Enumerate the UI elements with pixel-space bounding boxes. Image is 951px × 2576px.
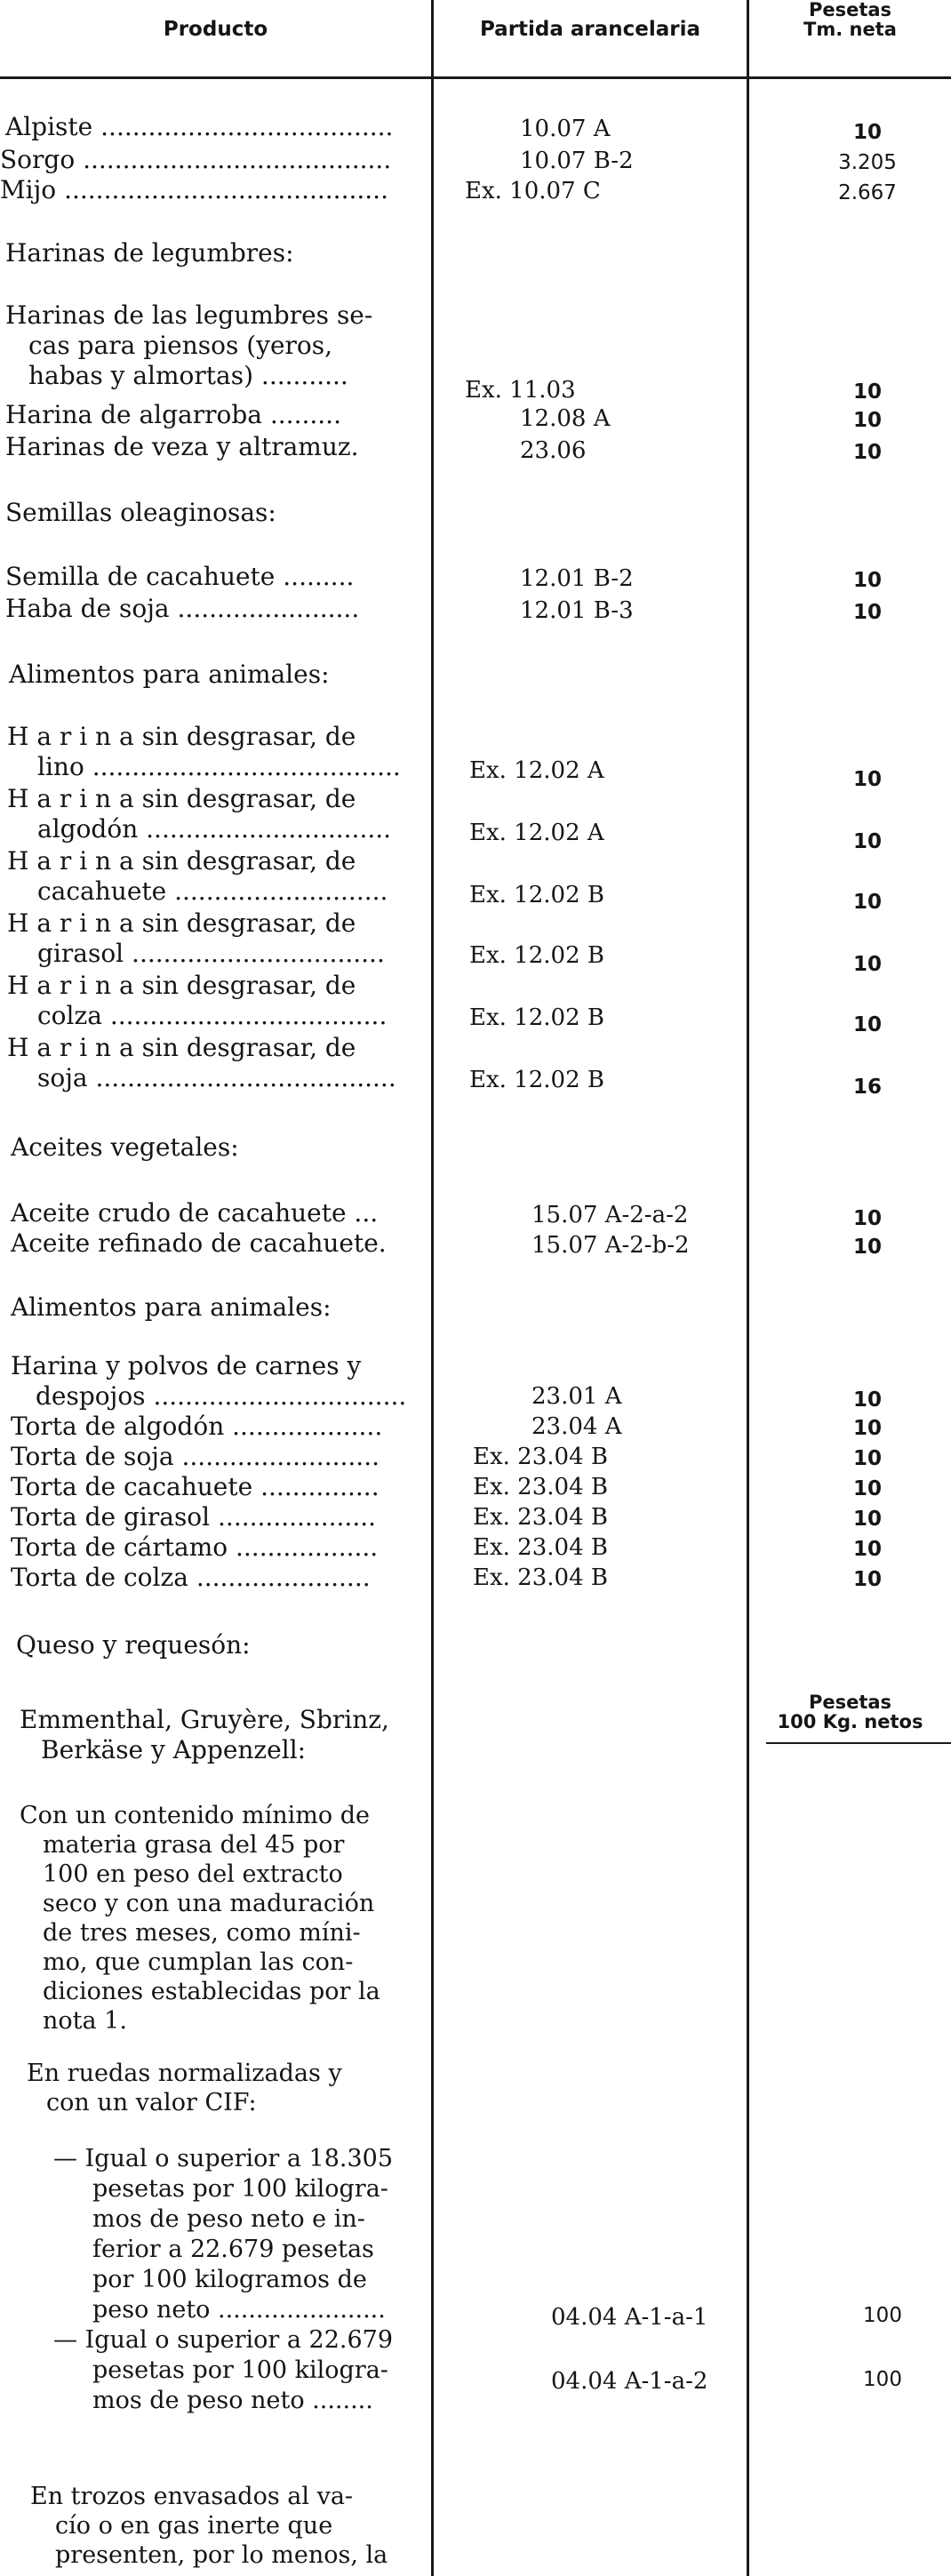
igual1-line1: — Igual o superior a 18.305 — [53, 2145, 394, 2172]
header-rule — [0, 76, 951, 79]
ruedas-paragraph — [27, 2059, 342, 2117]
row-harina-lino-partida: Ex. 12.02 A — [469, 757, 604, 784]
igual2-partida: 04.04 A-1-a-2 — [551, 2368, 708, 2395]
row-torta-cacahuete-partida: Ex. 23.04 B — [473, 1474, 608, 1500]
contenido-minimo-paragraph — [20, 1801, 380, 2036]
igual1-line3: mos de peso neto e in- — [92, 2205, 365, 2233]
row-harina-girasol-partida: Ex. 12.02 B — [469, 942, 604, 969]
header-pesetas-kg: Pesetas 100 Kg. netos — [777, 1692, 923, 1732]
row-torta-soja-value: 10 — [852, 1447, 882, 1470]
row-harina-colza-line1: H a r i n a sin desgrasar, de — [7, 971, 356, 1000]
row-torta-algodon-partida: 23.04 A — [531, 1413, 622, 1440]
row-harina-algodon-value: 10 — [852, 830, 882, 853]
row-haba-soja-product: Haba de soja ....................... — [5, 594, 360, 623]
contenido-line7: diciones establecidas por la — [43, 1978, 380, 2005]
row-harina-cacahuete-value: 10 — [852, 891, 882, 914]
row-harina-carnes-line2: despojos ................................ — [36, 1381, 407, 1411]
igual-superior-2-paragraph — [53, 2325, 393, 2416]
row-aceite-crudo-partida: 15.07 A-2-a-2 — [531, 1202, 689, 1228]
row-harina-soja-partida: Ex. 12.02 B — [469, 1067, 604, 1093]
row-harina-lino-value: 10 — [852, 768, 882, 791]
row-torta-cartamo-partida: Ex. 23.04 B — [473, 1534, 608, 1561]
row-alpiste-value: 10 — [852, 121, 882, 144]
row-haba-soja-value: 10 — [852, 601, 882, 624]
ruedas-line1: En ruedas normalizadas y — [27, 2060, 342, 2087]
row-torta-cartamo-product: Torta de cártamo .................. — [11, 1532, 379, 1562]
row-harinas-legumbres-line2: cas para piensos (yeros, — [28, 331, 333, 360]
row-harina-algodon-line2: algodón ............................... — [37, 814, 392, 844]
row-alpiste-partida: 10.07 A — [520, 116, 611, 142]
contenido-line2: materia grasa del 45 por — [43, 1831, 345, 1859]
trozos-line3: presenten, por lo menos, la — [55, 2541, 388, 2569]
row-harina-soja-line1: H a r i n a sin desgrasar, de — [7, 1033, 356, 1062]
row-haba-soja-partida: 12.01 B-3 — [520, 597, 634, 624]
row-aceite-refinado-value: 10 — [852, 1236, 882, 1259]
contenido-line5: de tres meses, como míni- — [43, 1919, 361, 1947]
contenido-line8: nota 1. — [43, 2007, 127, 2035]
header-pesetas-kg-rule — [766, 1742, 951, 1744]
row-harina-girasol-line2: girasol ................................ — [37, 939, 385, 968]
igual1-line4: ferior a 22.679 pesetas — [92, 2236, 374, 2263]
trozos-paragraph — [30, 2482, 388, 2570]
row-harina-carnes-partida: 23.01 A — [531, 1383, 622, 1410]
row-torta-cacahuete-product: Torta de cacahuete ............... — [11, 1472, 380, 1501]
row-harinas-legumbres-line1: Harinas de las legumbres se- — [5, 300, 373, 330]
header-producto: Producto — [163, 18, 268, 41]
row-mijo-value: 2.667 — [838, 181, 897, 204]
row-harina-cacahuete-line1: H a r i n a sin desgrasar, de — [7, 846, 356, 876]
row-torta-algodon-product: Torta de algodón ................... — [11, 1412, 383, 1441]
igual1-line5: por 100 kilogramos de — [92, 2266, 367, 2293]
row-harinas-legumbres-value: 10 — [852, 380, 882, 404]
row-harina-carnes-value: 10 — [852, 1388, 882, 1412]
row-aceite-crudo-value: 10 — [852, 1207, 882, 1230]
row-harina-cacahuete-partida: Ex. 12.02 B — [469, 882, 604, 908]
contenido-line3: 100 en peso del extracto — [43, 1860, 343, 1888]
igual2-line2: pesetas por 100 kilogra- — [92, 2356, 388, 2384]
igual-superior-1-paragraph — [53, 2144, 393, 2325]
row-harina-algodon-partida: Ex. 12.02 A — [469, 820, 604, 846]
column-divider-left — [431, 0, 434, 2576]
row-torta-girasol-value: 10 — [852, 1508, 882, 1531]
emmenthal-line1: Emmenthal, Gruyère, Sbrinz, — [20, 1705, 389, 1734]
igual2-line1: — Igual o superior a 22.679 — [53, 2326, 394, 2354]
row-mijo-partida: Ex. 10.07 C — [465, 178, 601, 204]
trozos-line1: En trozos envasados al va- — [30, 2483, 354, 2510]
emmenthal-line2: Berkäse y Appenzell: — [41, 1735, 307, 1764]
row-harina-girasol-value: 10 — [852, 953, 882, 976]
row-sorgo-partida: 10.07 B-2 — [520, 148, 634, 174]
row-semilla-cacahuete-value: 10 — [852, 569, 882, 592]
row-harina-algodon-line1: H a r i n a sin desgrasar, de — [7, 784, 356, 813]
contenido-line4: seco y con una maduración — [43, 1890, 375, 1917]
row-harina-soja-value: 16 — [852, 1076, 882, 1099]
row-torta-cacahuete-value: 10 — [852, 1477, 882, 1500]
row-harina-colza-partida: Ex. 12.02 B — [469, 1004, 604, 1031]
heading-alimentos-animales-2: Alimentos para animales: — [11, 1292, 332, 1322]
row-harina-soja-line2: soja ...................................... — [37, 1063, 396, 1092]
row-harina-carnes-line1: Harina y polvos de carnes y — [11, 1351, 362, 1380]
ruedas-line2: con un valor CIF: — [46, 2089, 257, 2116]
row-torta-soja-partida: Ex. 23.04 B — [473, 1444, 608, 1470]
heading-semillas-oleaginosas: Semillas oleaginosas: — [5, 498, 276, 527]
heading-harinas-legumbres: Harinas de legumbres: — [5, 238, 294, 268]
row-sorgo-product: Sorgo ....................................... — [0, 145, 392, 174]
row-harinas-legumbres-line3: habas y almortas) ........... — [28, 361, 348, 390]
trozos-line2: cío o en gas inerte que — [55, 2512, 333, 2540]
row-torta-algodon-value: 10 — [852, 1417, 882, 1440]
igual2-value: 100 — [863, 2368, 902, 2391]
row-harina-cacahuete-line2: cacahuete ........................... — [37, 876, 388, 906]
row-torta-cartamo-value: 10 — [852, 1538, 882, 1561]
row-mijo-product: Mijo ......................................... — [0, 175, 388, 204]
row-torta-colza-product: Torta de colza ...................... — [11, 1563, 371, 1592]
row-harinas-legumbres-partida: Ex. 11.03 — [465, 377, 576, 404]
igual2-line3: mos de peso neto ........ — [92, 2387, 373, 2414]
heading-alimentos-animales-1: Alimentos para animales: — [9, 660, 330, 689]
row-harina-colza-line2: colza ................................... — [37, 1001, 388, 1030]
header-pesetas-tm: Pesetas Tm. neta — [803, 0, 897, 40]
row-harina-colza-value: 10 — [852, 1013, 882, 1036]
contenido-line1: Con un contenido mínimo de — [20, 1802, 370, 1829]
row-alpiste-product: Alpiste ..................................... — [5, 112, 394, 141]
row-harina-lino-line2: lino ....................................... — [37, 752, 401, 781]
igual1-line6: peso neto ...................... — [92, 2296, 386, 2324]
row-harina-algarroba-partida: 12.08 A — [520, 405, 611, 432]
igual1-partida: 04.04 A-1-a-1 — [551, 2304, 708, 2331]
row-torta-colza-value: 10 — [852, 1568, 882, 1591]
row-torta-girasol-partida: Ex. 23.04 B — [473, 1504, 608, 1531]
row-aceite-crudo-product: Aceite crudo de cacahuete ... — [11, 1198, 379, 1228]
row-harina-lino-line1: H a r i n a sin desgrasar, de — [7, 722, 356, 751]
row-sorgo-value: 3.205 — [838, 151, 897, 174]
row-harina-girasol-line1: H a r i n a sin desgrasar, de — [7, 908, 356, 938]
heading-queso-requeson: Queso y requesón: — [16, 1630, 251, 1660]
row-aceite-refinado-product: Aceite refinado de cacahuete. — [11, 1228, 387, 1258]
row-harinas-veza-product: Harinas de veza y altramuz. — [5, 432, 359, 461]
header-partida: Partida arancelaria — [479, 18, 701, 41]
igual1-value: 100 — [863, 2304, 902, 2327]
igual1-line2: pesetas por 100 kilogra- — [92, 2175, 388, 2203]
row-torta-colza-partida: Ex. 23.04 B — [473, 1564, 608, 1591]
column-divider-right — [747, 0, 749, 2576]
row-harinas-veza-partida: 23.06 — [520, 437, 587, 464]
heading-aceites-vegetales: Aceites vegetales: — [11, 1132, 239, 1162]
row-torta-soja-product: Torta de soja ......................... — [11, 1442, 380, 1471]
contenido-line6: mo, que cumplan las con- — [43, 1948, 354, 1976]
row-semilla-cacahuete-partida: 12.01 B-2 — [520, 565, 634, 592]
row-semilla-cacahuete-product: Semilla de cacahuete ......... — [5, 562, 355, 591]
row-harina-algarroba-value: 10 — [852, 409, 882, 432]
row-aceite-refinado-partida: 15.07 A-2-b-2 — [531, 1232, 690, 1259]
row-harina-algarroba-product: Harina de algarroba ......... — [5, 400, 341, 429]
row-harinas-veza-value: 10 — [852, 441, 882, 464]
row-torta-girasol-product: Torta de girasol .................... — [11, 1502, 377, 1532]
